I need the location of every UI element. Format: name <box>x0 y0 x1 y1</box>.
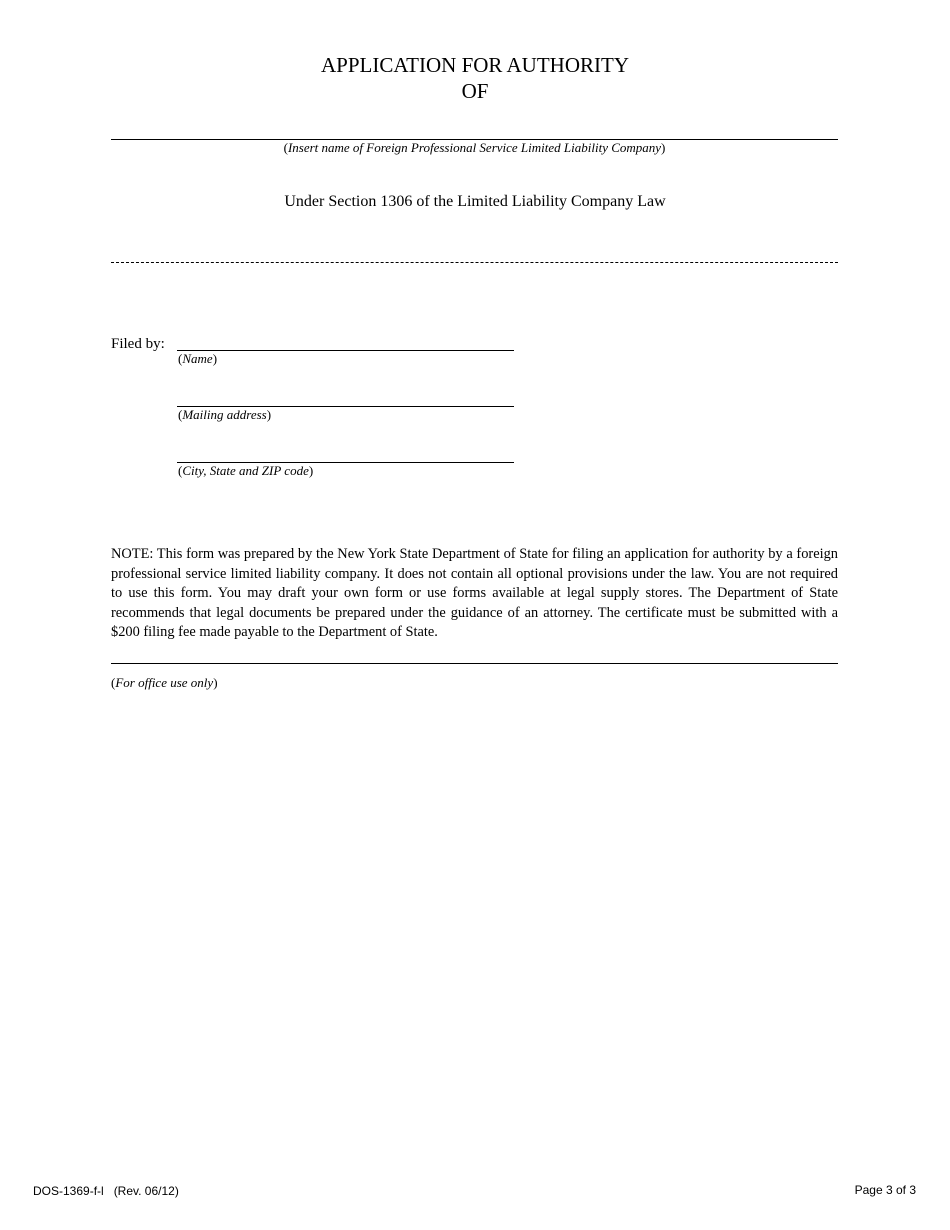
dashed-separator <box>111 262 838 263</box>
name-field-caption: (Name) <box>178 351 218 366</box>
name-field-line[interactable] <box>177 350 514 351</box>
filed-by-label: Filed by: <box>111 336 165 352</box>
office-use-caption: (For office use only) <box>111 675 218 690</box>
page-title: APPLICATION FOR AUTHORITY <box>320 53 630 77</box>
page-title-of: OF <box>461 79 489 103</box>
office-use-line <box>111 663 838 664</box>
page-number: Page 3 of 3 <box>854 1183 916 1197</box>
company-name-caption: (Insert name of Foreign Professional Service Limited Liability Company) <box>283 140 666 155</box>
section-reference: Under Section 1306 of the Limited Liability Company Law <box>284 193 666 210</box>
mailing-address-field-caption: (Mailing address) <box>178 407 272 422</box>
form-id: DOS-1369-f-l (Rev. 06/12) <box>33 1184 179 1198</box>
note-paragraph: NOTE: This form was prepared by the New York State Department of State for filing an application for authority by a foreign professional service limited liability company. It does not contain all optional provisions under the law. You are not required to use this form. You may draft your own form or use forms available at legal supply stores. The Department of State recommends that legal documents be prepared under the guidance of an attorney. The certificate must be submitted with a $200 filing fee made payable to the Department of State. <box>111 546 838 640</box>
city-state-zip-field-caption: (City, State and ZIP code) <box>178 463 314 478</box>
